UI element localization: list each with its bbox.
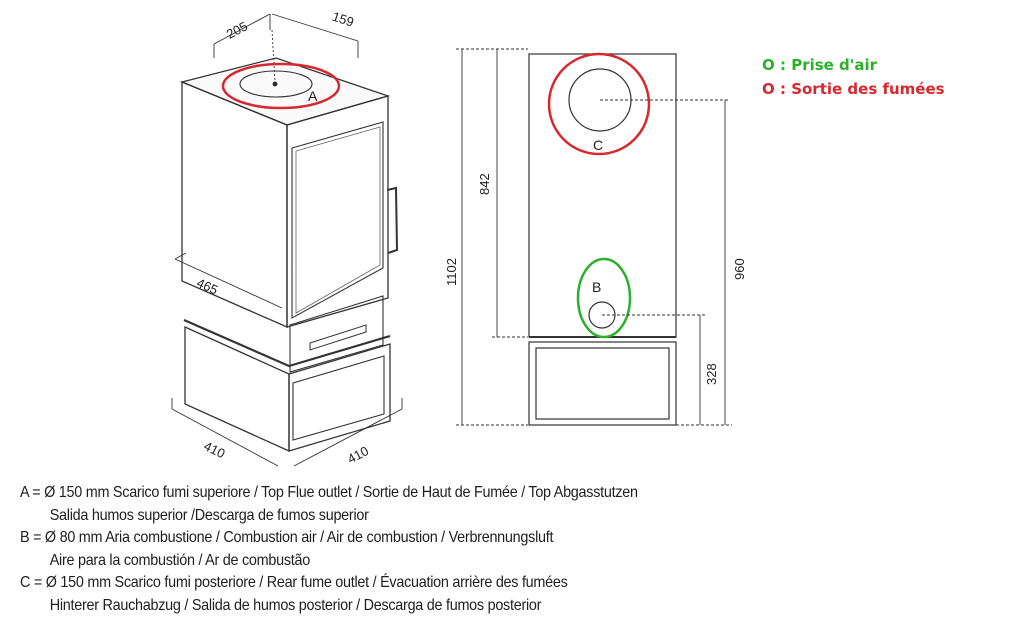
- pedestal-right-face: [289, 344, 390, 451]
- dim-total-height: 1102: [444, 258, 459, 286]
- rear-body: [529, 54, 676, 337]
- dim-air-height: 328: [704, 363, 719, 385]
- dim-top-width: 159: [330, 8, 356, 30]
- stove-right-face: [287, 96, 388, 327]
- legend: [762, 53, 945, 101]
- note-c-line1: C = Ø 150 mm Scarico fumi posteriore / Rear fume outlet / Évacuation arrière des fumées: [20, 574, 568, 591]
- note-a-line2: Salida humos superior /Descarga de fumos superior: [49, 506, 369, 524]
- dim-side-depth: 465: [194, 274, 221, 298]
- note-a-line1: A = Ø 150 mm Scarico fumi superiore / Top Flue outlet / Sortie de Haut de Fumée / Top Abgasstutzen: [20, 484, 638, 501]
- outlet-notes: [20, 482, 638, 617]
- note-b-line1: B = Ø 80 mm Aria combustione / Combustion air / Air de combustion / Verbrennungsluft: [20, 529, 554, 546]
- legend-smoke-outlet: O : Sortie des fumées: [762, 80, 945, 98]
- note-b-line2: Aire para la combustión / Ar de combustão: [49, 551, 310, 569]
- pedestal-left-face: [185, 327, 289, 451]
- rear-dimension-lines: [456, 49, 732, 425]
- rear-pedestal: [529, 342, 676, 425]
- stove-door-inner: [296, 127, 380, 313]
- stove-left-face: [182, 82, 287, 327]
- dim-rear-outlet-height: 842: [477, 173, 492, 195]
- note-c-line2: Hinterer Rauchabzug / Salida de humos posterior / Descarga de fumos posterior: [49, 596, 542, 614]
- top-flue-center: [273, 82, 277, 86]
- isometric-stove-view: [172, 14, 402, 466]
- label-b: B: [592, 279, 602, 295]
- rear-elevation-view: [456, 49, 732, 425]
- dim-top-depth: 205: [223, 18, 251, 42]
- dim-base-left: 410: [201, 438, 228, 462]
- inlet-b-highlight: [578, 259, 630, 337]
- stove-top-face: [182, 58, 388, 125]
- label-a: A: [308, 88, 318, 104]
- rear-pedestal-window: [536, 348, 669, 419]
- dim-base-right: 410: [344, 443, 372, 467]
- stove-door: [292, 122, 383, 318]
- dim-air-right-height: 960: [732, 258, 747, 280]
- legend-air-intake: O : Prise d'air: [762, 56, 878, 74]
- label-c: C: [593, 137, 604, 153]
